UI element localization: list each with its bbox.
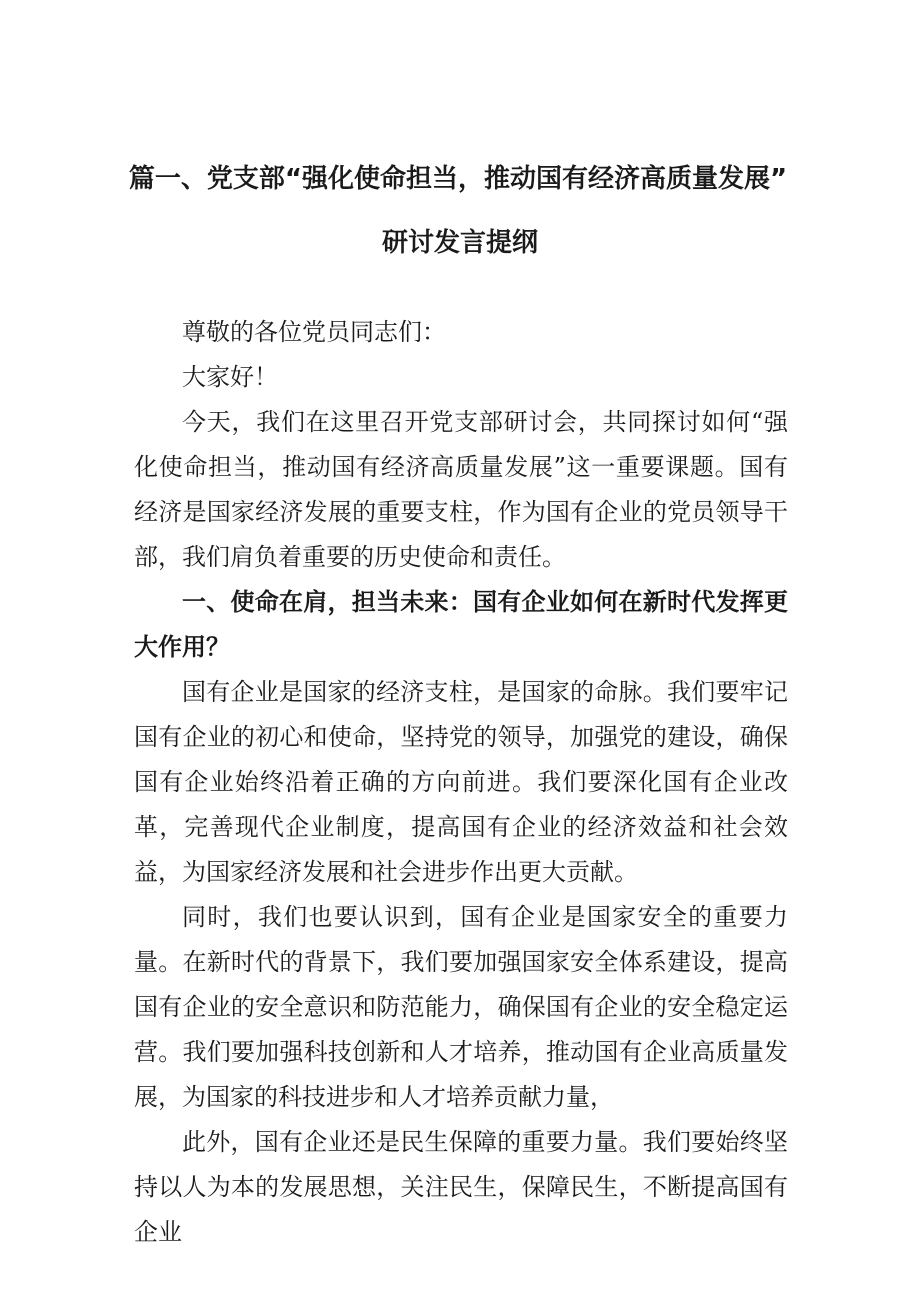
section-heading: 一、使命在肩，担当未来：国有企业如何在新时代发挥更大作用？ — [134, 588, 788, 661]
body-paragraph: 同时，我们也要认识到，国有企业是国家安全的重要力量。在新时代的背景下，我们要加强国家安全体系建设，提高国有企业的安全意识和防范能力，确保国有企业的安全稳定运营。我们要加强科技创新和人才培养，推动国有企业高质量发展，为国家的科技进步和人才培养贡献力量， — [134, 903, 788, 1111]
intro-paragraph: 今天，我们在这里召开党支部研讨会，共同探讨如何“强化使命担当，推动国有经济高质量发展”这一重要课题。国有经济是国家经济发展的重要支柱，作为国有企业的党员领导干部，我们肩负着重要的历史使命和责任。 — [134, 408, 788, 571]
document-title-line1: 篇一、党支部“强化使命担当，推动国有经济高质量发展” — [128, 164, 788, 194]
body-paragraph: 此外，国有企业还是民生保障的重要力量。我们要始终坚持以人为本的发展思想，关注民生，保障民生，不断提高国有企业 — [134, 1128, 788, 1246]
body-paragraph: 国有企业是国家的经济支柱，是国家的命脉。我们要牢记国有企业的初心和使命，坚持党的领导，加强党的建设，确保国有企业始终沿着正确的方向前进。我们要深化国有企业改革，完善现代企业制度，提高国有企业的经济效益和社会效益，为国家经济发展和社会进步作出更大贡献。 — [134, 678, 788, 886]
salutation: 尊敬的各位党员同志们： — [182, 318, 446, 346]
document-title-line2: 研讨发言提纲 — [381, 228, 538, 258]
greeting: 大家好！ — [182, 363, 278, 391]
document-body — [134, 310, 788, 1255]
